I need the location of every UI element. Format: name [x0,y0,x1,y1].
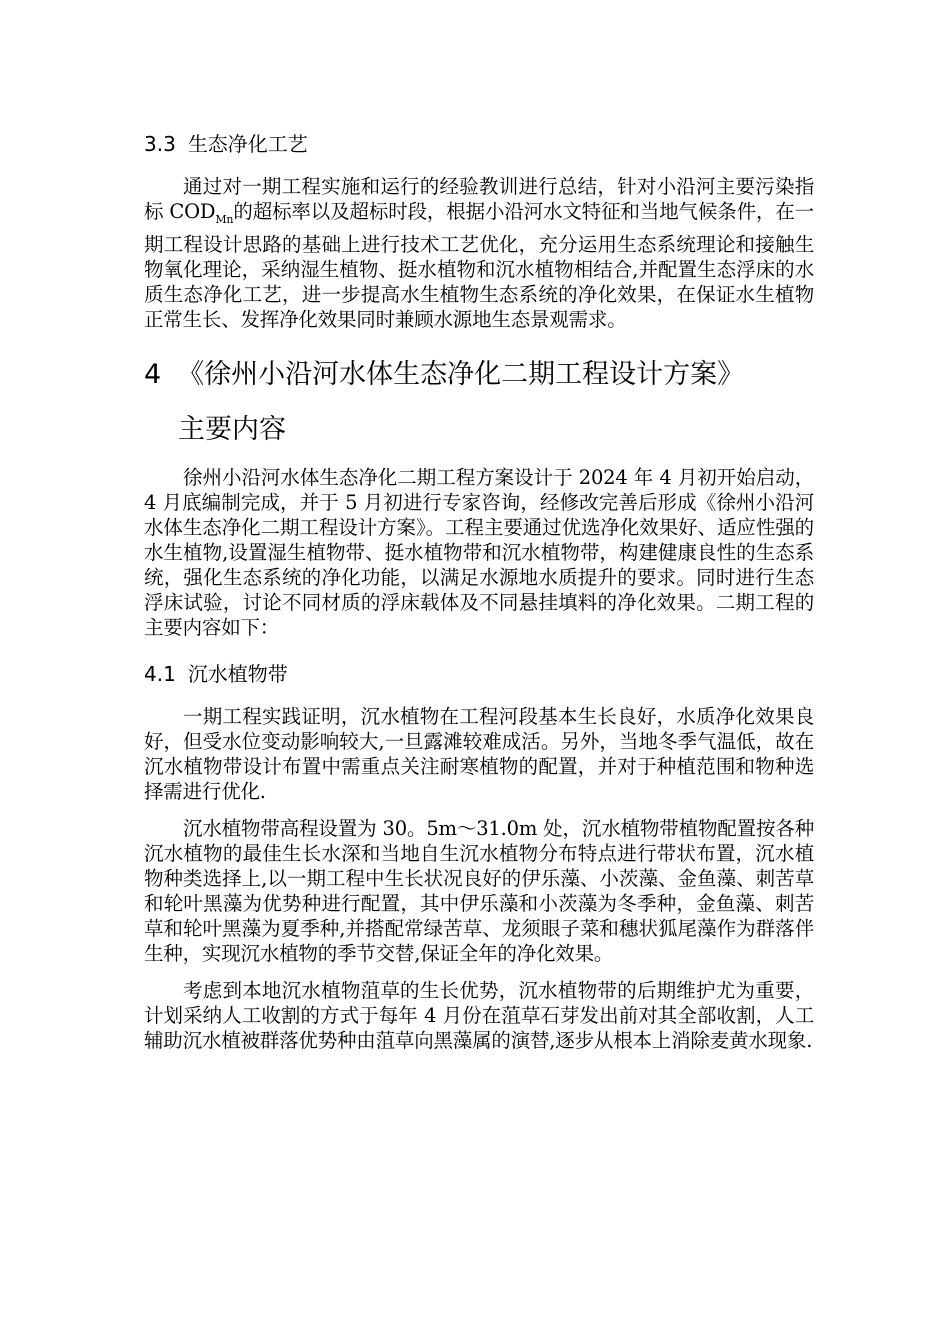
paragraph-text: 通过对一期工程实施和运行的经验教训进行总结，针对小沿河主要污染指标 COD [144,175,814,223]
section-number: 3.3 [144,132,176,156]
section-title: 沉水植物带 [187,661,288,686]
paragraph-text: 的超标率以及超标时段，根据小沿河水文特征和当地气候条件，在一期工程设计思路的基础上进行技术工艺优化，充分运用生态系统理论和接触生物氧化理论，采纳湿生植物、挺水植物和沉水植物相结合,并配置生态浮床的水质生态净化工艺，进一步提高水生植物生态系统的净化效果，在保证水生植物正常生长、发挥净化效果同时兼顾水源地生态景观需求。 [144,200,814,331]
section-3-3-paragraph [144,174,814,332]
section-4-1-paragraph-3: 考虑到本地沉水植物菹草的生长优势，沉水植物带的后期维护尤为重要，计划采纳人工收割的方式于每年 4 月份在菹草石芽发出前对其全部收割，人工辅助沉水植被群落优势种由菹草向黑藻属的演替,逐步从根本上消除麦黄水现象. [144,978,814,1052]
section-number: 4.1 [144,661,176,686]
subscript-text: Mn [215,212,234,226]
section-3-3-heading [144,130,814,158]
section-4-1-paragraph-2: 沉水植物带高程设置为 30。5m～31.0m 处，沉水植物带植物配置按各种沉水植物的最佳生长水深和当地自生沉水植物分布特点进行带状布置，沉水植物种类选择上,以一期工程中生长状况良好的伊乐藻、小茨藻、金鱼藻、刺苦草和轮叶黑藻为优势种进行配置，其中伊乐藻和小茨藻为冬季种，金鱼藻、刺苦草和轮叶黑藻为夏季种,并搭配常绿苦草、龙须眼子菜和穗状狐尾藻作为群落伴生种，实现沉水植物的季节交替,保证全年的净化效果。 [144,816,814,965]
section-title-line2: 主要内容 [178,413,286,445]
document-page [144,130,814,1065]
section-title-line1: 《徐州小沿河水体生态净化二期工程设计方案》 [177,358,745,390]
section-4-1-paragraph-1: 一期工程实践证明，沉水植物在工程河段基本生长良好，水质净化效果良好，但受水位变动影响较大,一旦露滩较难成活。另外，当地冬季气温低，故在沉水植物带设计布置中需重点关注耐寒植物的配置，并对于种植范围和物种选择需进行优化. [144,704,814,803]
section-4-heading [144,360,814,445]
section-4-paragraph: 徐州小沿河水体生态净化二期工程方案设计于 2024 年 4 月初开始启动，4 月底编制完成，并于 5 月初进行专家咨询，经修改完善后形成《徐州小沿河水体生态净化二期工程设计方案》。工程主要通过优选净化效果好、适应性强的水生植物,设置湿生植物带、挺水植物带和沉水植物带，构建健康良性的生态系统，强化生态系统的净化功能，以满足水源地水质提升的要求。同时进行生态浮床试验，讨论不同材质的浮床载体及不同悬挂填料的净化效果。二期工程的主要内容如下： [144,465,814,639]
section-number: 4 [144,358,162,390]
section-title: 生态净化工艺 [187,132,308,156]
section-4-1-heading [144,660,814,688]
